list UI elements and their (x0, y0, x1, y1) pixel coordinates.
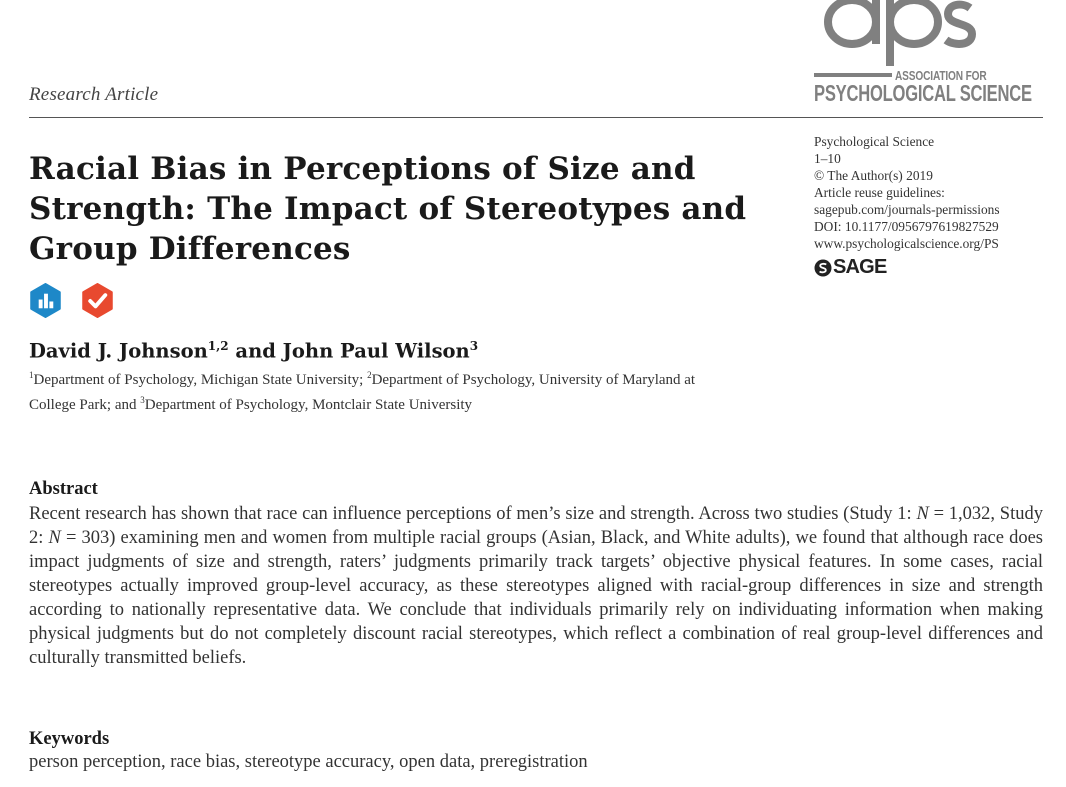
header-divider (29, 117, 1043, 118)
sage-s-icon (814, 259, 832, 277)
aps-psychological-science-text: PSYCHOLOGICAL SCIENCE (814, 80, 1032, 106)
keywords-list: person perception, race bias, stereotype accuracy, open data, preregistration (29, 752, 588, 772)
abstract-text (29, 502, 1043, 670)
journal-name: Psychological Science (814, 134, 935, 149)
reuse-guidelines-label: Article reuse guidelines: (814, 185, 945, 200)
abstract-segment: = 1,032, Study 2: (29, 504, 1043, 548)
abstract-segment: Recent research has shown that race can influence perceptions of men’s size and strength. Across two studies (Study 1: (29, 504, 917, 524)
affiliations (29, 365, 709, 415)
author-affiliation-marker: 3 (469, 339, 479, 353)
sage-wordmark: SAGE (833, 256, 887, 278)
doi-link[interactable]: DOI: 10.1177/0956797619827529 (814, 219, 999, 234)
author-affiliation-marker: 1,2 (207, 339, 229, 353)
affiliation-text: Department of Psychology, Montclair State University (144, 397, 473, 413)
affiliation-marker: 1 (29, 370, 34, 380)
article-title: Racial Bias in Perceptions of Size and Strength: The Impact of Stereotypes and Group Differences (29, 151, 747, 267)
author-list (29, 339, 478, 363)
abstract-heading: Abstract (29, 479, 98, 499)
author-name[interactable]: David J. Johnson (29, 339, 208, 363)
preregistered-badge-icon[interactable] (80, 283, 115, 318)
permissions-link[interactable]: sagepub.com/journals-permissions (814, 202, 1000, 217)
affiliation-marker: 3 (140, 395, 145, 405)
aps-association-text: ASSOCIATION FOR (895, 68, 987, 83)
abstract-segment: = 303) examining men and women from multiple racial groups (Asian, Black, and White adults), we found that although race does impact judgments of size and strength, raters’ judgments primarily track targets’ objective physical features. In some cases, racial stereotypes actually improved group-level accuracy, as these stereotypes aligned with racial-group differences in size and strength according to nationally representative data. We conclude that individuals primarily rely on individuating information when making physical judgments but do not completely discount racial stereotypes, which reflect a combination of real group-level differences and culturally transmitted beliefs. (29, 528, 1044, 668)
page-range: 1–10 (814, 151, 841, 166)
sample-size-symbol: N (916, 504, 929, 524)
sample-size-symbol: N (48, 528, 61, 548)
open-data-badge-icon[interactable] (28, 283, 63, 318)
journal-website-link[interactable]: www.psychologicalscience.org/PS (814, 236, 999, 251)
author-conjunction: and (228, 339, 283, 363)
affiliation-text: Department of Psychology, Michigan State University; (33, 372, 368, 388)
sage-logo (814, 256, 886, 279)
affiliation-text: Department of Psychology, University of Maryland at College Park; and (29, 372, 696, 413)
article-type-label: Research Article (29, 84, 159, 105)
keywords-heading: Keywords (29, 729, 110, 749)
author-name[interactable]: John Paul Wilson (282, 339, 470, 363)
copyright-line: © The Author(s) 2019 (814, 168, 933, 183)
affiliation-marker: 2 (367, 370, 372, 380)
journal-info-block (814, 133, 1000, 252)
